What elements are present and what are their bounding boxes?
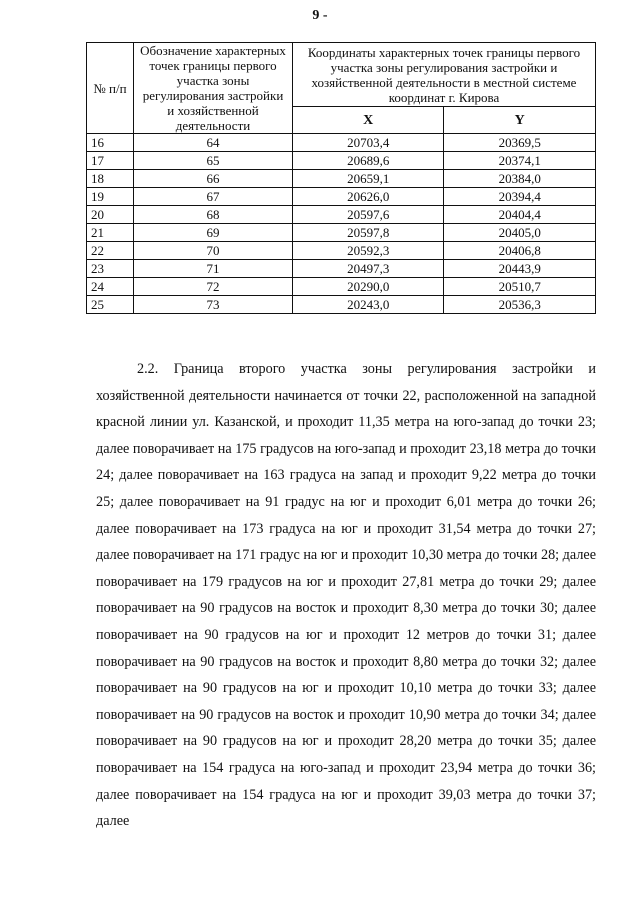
y-coordinate-cell: 20374,1 xyxy=(444,152,596,170)
point-cell: 70 xyxy=(134,242,293,260)
point-cell: 69 xyxy=(134,224,293,242)
table-row xyxy=(87,242,596,260)
x-coordinate-cell: 20689,6 xyxy=(293,152,444,170)
x-coordinate-cell: 20626,0 xyxy=(293,188,444,206)
table-row xyxy=(87,152,596,170)
coordinates-table xyxy=(86,42,596,314)
header-row-number: № п/п xyxy=(87,43,134,134)
point-cell: 72 xyxy=(134,278,293,296)
table-body xyxy=(87,134,596,314)
x-coordinate-cell: 20597,8 xyxy=(293,224,444,242)
point-cell: 67 xyxy=(134,188,293,206)
x-coordinate-cell: 20703,4 xyxy=(293,134,444,152)
paragraph-2-2: 2.2. Граница второго участка зоны регулирования застройки и хозяйственной деятельности начинается от точки 22, расположенной на западной красной линии ул. Казанской, и проходит 11,35 метра на юго-запад до точки 23; далее поворачивает на 175 градусов на юго-запад и проходит 23,18 метра до точки 24; далее поворачивает на 163 градуса на запад и проходит 9,22 метра до точки 25; далее поворачивает на 91 градус на юг и проходит 6,01 метра до точки 26; далее поворачивает на 173 градуса на юг и проходит 31,54 метра до точки 27; далее поворачивает на 171 градус на юг и проходит 10,30 метра до точки 28; далее поворачивает на 179 градусов на юг и проходит 27,81 метра до точки 29; далее поворачивает на 90 градусов на восток и проходит 8,30 метра до точки 30; далее поворачивает на 90 градусов на юг и проходит 12 метров до точки 31; далее поворачивает на 90 градусов на восток и проходит 8,80 метра до точки 32; далее поворачивает на 90 градусов на юг и проходит 10,10 метра до точки 33; далее поворачивает на 90 градусов на восток и проходит 10,90 метра до точки 34; далее поворачивает на 90 градусов на юг и проходит 28,20 метра до точки 35; далее поворачивает на 154 градуса на юго-запад и проходит 23,94 метра до точки 36; далее поворачивает на 154 градуса на юг и проходит 39,03 метра до точки 37; далее xyxy=(96,361,596,830)
table-row xyxy=(87,296,596,314)
x-coordinate-cell: 20659,1 xyxy=(293,170,444,188)
y-coordinate-cell: 20384,0 xyxy=(444,170,596,188)
x-coordinate-cell: 20497,3 xyxy=(293,260,444,278)
header-point-designation: Обозначение характерных точек границы первого участка зоны регулирования застройки и хозяйственной деятельности xyxy=(134,43,293,134)
row-number-cell: 19 xyxy=(87,188,134,206)
point-cell: 68 xyxy=(134,206,293,224)
body-text xyxy=(96,356,596,835)
row-number-cell: 18 xyxy=(87,170,134,188)
header-x: X xyxy=(293,107,444,134)
x-coordinate-cell: 20243,0 xyxy=(293,296,444,314)
y-coordinate-cell: 20405,0 xyxy=(444,224,596,242)
y-coordinate-cell: 20394,4 xyxy=(444,188,596,206)
y-coordinate-cell: 20369,5 xyxy=(444,134,596,152)
table-row xyxy=(87,224,596,242)
row-number-cell: 22 xyxy=(87,242,134,260)
header-y: Y xyxy=(444,107,596,134)
row-number-cell: 23 xyxy=(87,260,134,278)
table-row xyxy=(87,260,596,278)
x-coordinate-cell: 20592,3 xyxy=(293,242,444,260)
row-number-cell: 25 xyxy=(87,296,134,314)
point-cell: 66 xyxy=(134,170,293,188)
y-coordinate-cell: 20406,8 xyxy=(444,242,596,260)
table-row xyxy=(87,188,596,206)
point-cell: 71 xyxy=(134,260,293,278)
y-coordinate-cell: 20510,7 xyxy=(444,278,596,296)
x-coordinate-cell: 20290,0 xyxy=(293,278,444,296)
y-coordinate-cell: 20443,9 xyxy=(444,260,596,278)
table-row xyxy=(87,278,596,296)
header-coordinates-title: Координаты характерных точек границы первого участка зоны регулирования застройки и хозяйственной деятельности в местной системе координат г. Кирова xyxy=(293,43,596,107)
point-cell: 73 xyxy=(134,296,293,314)
row-number-cell: 20 xyxy=(87,206,134,224)
row-number-cell: 21 xyxy=(87,224,134,242)
x-coordinate-cell: 20597,6 xyxy=(293,206,444,224)
table-header-row xyxy=(87,43,596,107)
point-cell: 64 xyxy=(134,134,293,152)
table-row xyxy=(87,170,596,188)
table-row xyxy=(87,206,596,224)
page-number: 9 - xyxy=(312,8,328,23)
row-number-cell: 16 xyxy=(87,134,134,152)
point-cell: 65 xyxy=(134,152,293,170)
row-number-cell: 17 xyxy=(87,152,134,170)
table-row xyxy=(87,134,596,152)
y-coordinate-cell: 20404,4 xyxy=(444,206,596,224)
y-coordinate-cell: 20536,3 xyxy=(444,296,596,314)
row-number-cell: 24 xyxy=(87,278,134,296)
